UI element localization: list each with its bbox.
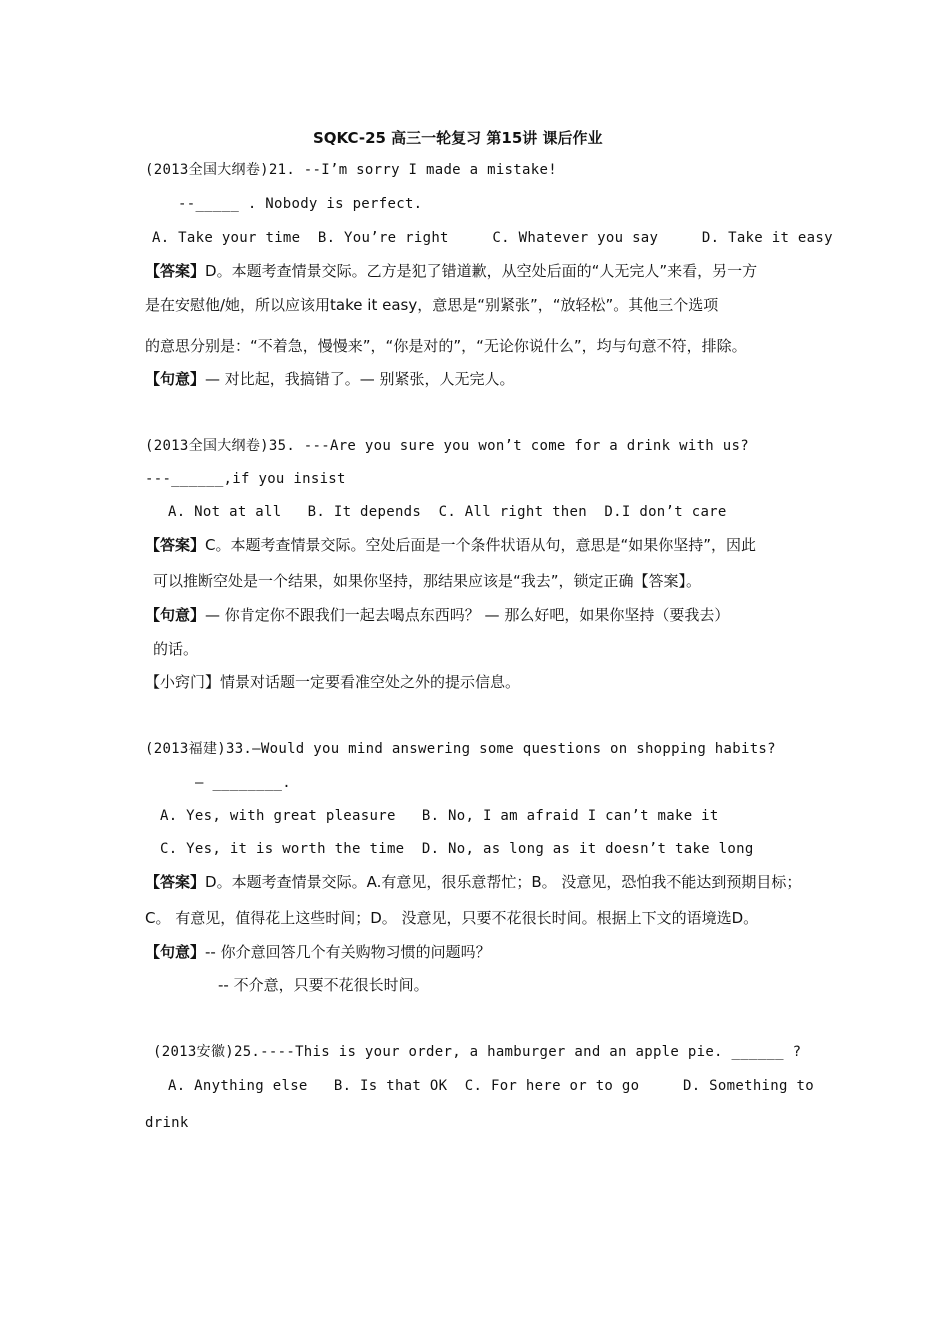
q1-answer-line2: 是在安慰他/她，所以应该用take it easy，意思是“别紧张”，“放轻松”。其他三个选项 — [145, 296, 719, 314]
q2-stem: (2013全国大纲卷)35. ---Are you sure you won’t come for a drink with us? — [145, 438, 749, 454]
q2-dialogue: ---______,if you insist — [145, 471, 346, 487]
q2-meaning-line2: 的话。 — [153, 640, 199, 658]
q1-meaning — [145, 369, 515, 389]
meaning-tag: 【句意】 — [145, 943, 206, 961]
meaning-text: -- 你介意回答几个有关购物习惯的问题吗？ — [205, 943, 491, 961]
q1-options: A. Take your time B. You’re right C. Whatever you say D. Take it easy — [152, 230, 833, 246]
q3-answer-line2: C。 有意见，值得花上这些时间；D。 没意见，只要不花很长时间。根据上下文的语境选D。 — [145, 909, 759, 927]
q2-tip — [145, 672, 520, 692]
answer-tag: 【答案】 — [145, 536, 206, 554]
q1-answer-line1 — [145, 261, 757, 281]
meaning-text: — 你肯定你不跟我们一起去喝点东西吗？ — 那么好吧，如果你坚持（要我去） — [205, 606, 730, 624]
q4-options-wrap: drink — [145, 1115, 189, 1131]
q3-dialogue: — ________. — [195, 775, 292, 791]
q3-answer-line1 — [145, 872, 801, 892]
q2-answer-line2: 可以推断空处是一个结果，如果你坚持，那结果应该是“我去”，锁定正确【答案】。 — [153, 572, 702, 590]
answer-tag: 【答案】 — [145, 262, 206, 280]
answer-tag: 【答案】 — [145, 873, 206, 891]
meaning-text: — 对比起，我搞错了。— 别紧张，人无完人。 — [205, 370, 515, 388]
q3-options-line2: C. Yes, it is worth the time D. No, as long as it doesn’t take long — [160, 841, 754, 857]
answer-text: D。本题考查情景交际。A.有意见，很乐意帮忙；B。 没意见，恐怕我不能达到预期目标； — [205, 873, 802, 891]
q4-stem: (2013安徽)25.----This is your order, a hamburger and an apple pie. ______ ? — [153, 1044, 802, 1060]
q3-meaning-line2: -- 不介意，只要不花很长时间。 — [218, 976, 429, 994]
q3-meaning-line1 — [145, 942, 491, 962]
page-title: SQKC-25 高三一轮复习 第15讲 课后作业 — [313, 129, 603, 147]
q1-stem: (2013全国大纲卷)21. --I’m sorry I made a mistake! — [145, 162, 557, 178]
q2-answer-line1 — [145, 535, 756, 555]
q1-dialogue: --_____ . Nobody is perfect. — [178, 196, 423, 212]
q2-options: A. Not at all B. It depends C. All right then D.I don’t care — [168, 504, 727, 520]
q4-options: A. Anything else B. Is that OK C. For here or to go D. Something to — [168, 1078, 814, 1094]
meaning-tag: 【句意】 — [145, 606, 206, 624]
tip-tag: 【小窍门】 — [145, 673, 221, 691]
q2-meaning-line1 — [145, 605, 729, 625]
q3-stem: (2013福建)33.—Would you mind answering some questions on shopping habits? — [145, 741, 776, 757]
meaning-tag: 【句意】 — [145, 370, 206, 388]
q1-answer-line3: 的意思分别是：“不着急，慢慢来”，“你是对的”，“无论你说什么”，均与句意不符，排除。 — [145, 337, 747, 355]
answer-text: D。本题考查情景交际。乙方是犯了错道歉，从空处后面的“人无完人”来看，另一方 — [205, 262, 758, 280]
answer-text: C。本题考查情景交际。空处后面是一个条件状语从句，意思是“如果你坚持”，因此 — [205, 536, 757, 554]
tip-text: 情景对话题一定要看准空处之外的提示信息。 — [220, 673, 521, 691]
q3-options-line1: A. Yes, with great pleasure B. No, I am afraid I can’t make it — [160, 808, 719, 824]
